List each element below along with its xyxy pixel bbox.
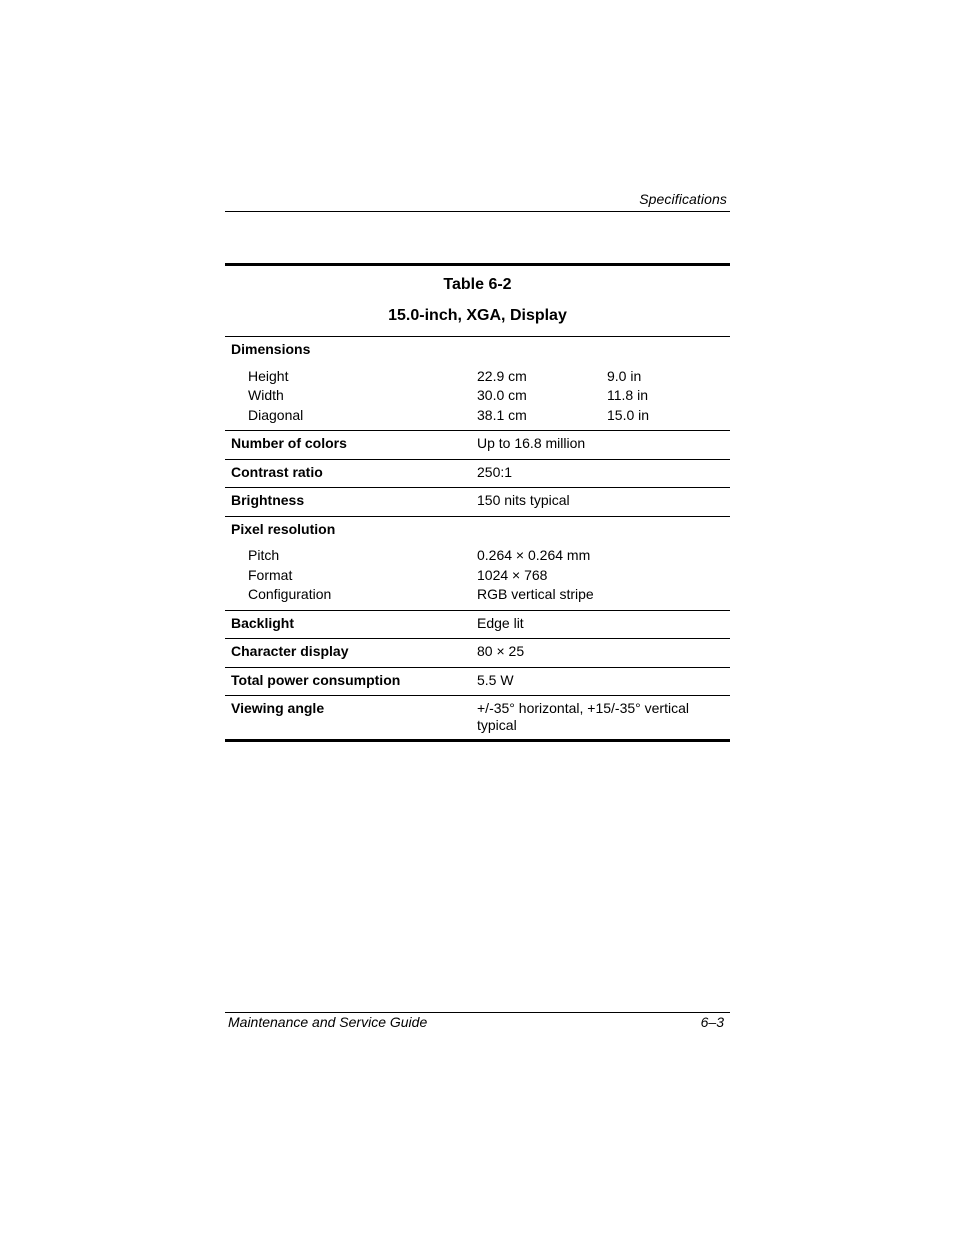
total-power-value: 5.5 W	[477, 671, 514, 688]
header-rule	[225, 211, 730, 212]
contrast-ratio-value: 250:1	[477, 463, 513, 480]
page-number: 6–3	[700, 1014, 724, 1030]
table-caption	[225, 275, 730, 326]
contrast-ratio-label: Contrast ratio	[231, 463, 323, 480]
footer-rule	[225, 1012, 730, 1013]
section-contrast-ratio	[225, 460, 730, 488]
section-dimensions	[225, 337, 730, 430]
viewing-angle-line2: typical	[477, 717, 517, 733]
diagonal-label: Diagonal	[248, 406, 304, 423]
character-display-label: Character display	[231, 643, 349, 659]
table-row	[225, 566, 730, 586]
pitch-label: Pitch	[248, 547, 280, 563]
viewing-angle-line1: +/-35° horizontal, +15/-35° vertical	[477, 700, 689, 716]
section-viewing-angle	[225, 696, 730, 739]
table-number: Table 6-2	[443, 276, 512, 293]
diagonal-imperial: 15.0 in	[607, 406, 650, 423]
table-top-rule	[225, 263, 730, 266]
width-imperial: 11.8 in	[607, 387, 648, 403]
spec-table	[225, 263, 730, 742]
table-row	[225, 406, 730, 426]
format-label: Format	[248, 566, 293, 583]
section-number-of-colors	[225, 431, 730, 459]
width-metric: 30.0 cm	[477, 387, 527, 403]
height-metric: 22.9 cm	[477, 367, 527, 384]
table-bottom-rule	[225, 739, 730, 742]
configuration-value: RGB vertical stripe	[477, 586, 594, 602]
backlight-value: Edge lit	[477, 614, 524, 631]
section-brightness	[225, 488, 730, 516]
brightness-label: Brightness	[231, 492, 305, 508]
diagonal-metric: 38.1 cm	[477, 406, 527, 423]
section-total-power	[225, 668, 730, 696]
pitch-value: 0.264 × 0.264 mm	[477, 547, 591, 563]
footer-guide-title: Maintenance and Service Guide	[228, 1014, 428, 1030]
number-of-colors-value: Up to 16.8 million	[477, 435, 586, 451]
format-value: 1024 × 768	[477, 566, 548, 583]
table-row	[225, 367, 730, 387]
character-display-value: 80 × 25	[477, 643, 525, 659]
viewing-angle-value	[477, 699, 730, 734]
brightness-value: 150 nits typical	[477, 492, 570, 508]
running-header: Specifications	[639, 191, 727, 207]
table-row	[225, 386, 730, 406]
height-label: Height	[248, 367, 289, 384]
number-of-colors-label: Number of colors	[231, 435, 347, 451]
backlight-label: Backlight	[231, 614, 295, 631]
configuration-label: Configuration	[248, 586, 332, 602]
viewing-angle-label: Viewing angle	[231, 700, 325, 716]
dimensions-label: Dimensions	[231, 341, 311, 357]
width-label: Width	[248, 387, 284, 403]
total-power-label: Total power consumption	[231, 671, 401, 688]
section-pixel-resolution	[225, 517, 730, 610]
pixel-resolution-label: Pixel resolution	[231, 520, 336, 537]
table-title: 15.0-inch, XGA, Display	[388, 307, 567, 324]
section-character-display	[225, 639, 730, 667]
height-imperial: 9.0 in	[607, 367, 642, 384]
section-backlight	[225, 611, 730, 639]
table-row	[225, 546, 730, 566]
table-row	[225, 585, 730, 605]
